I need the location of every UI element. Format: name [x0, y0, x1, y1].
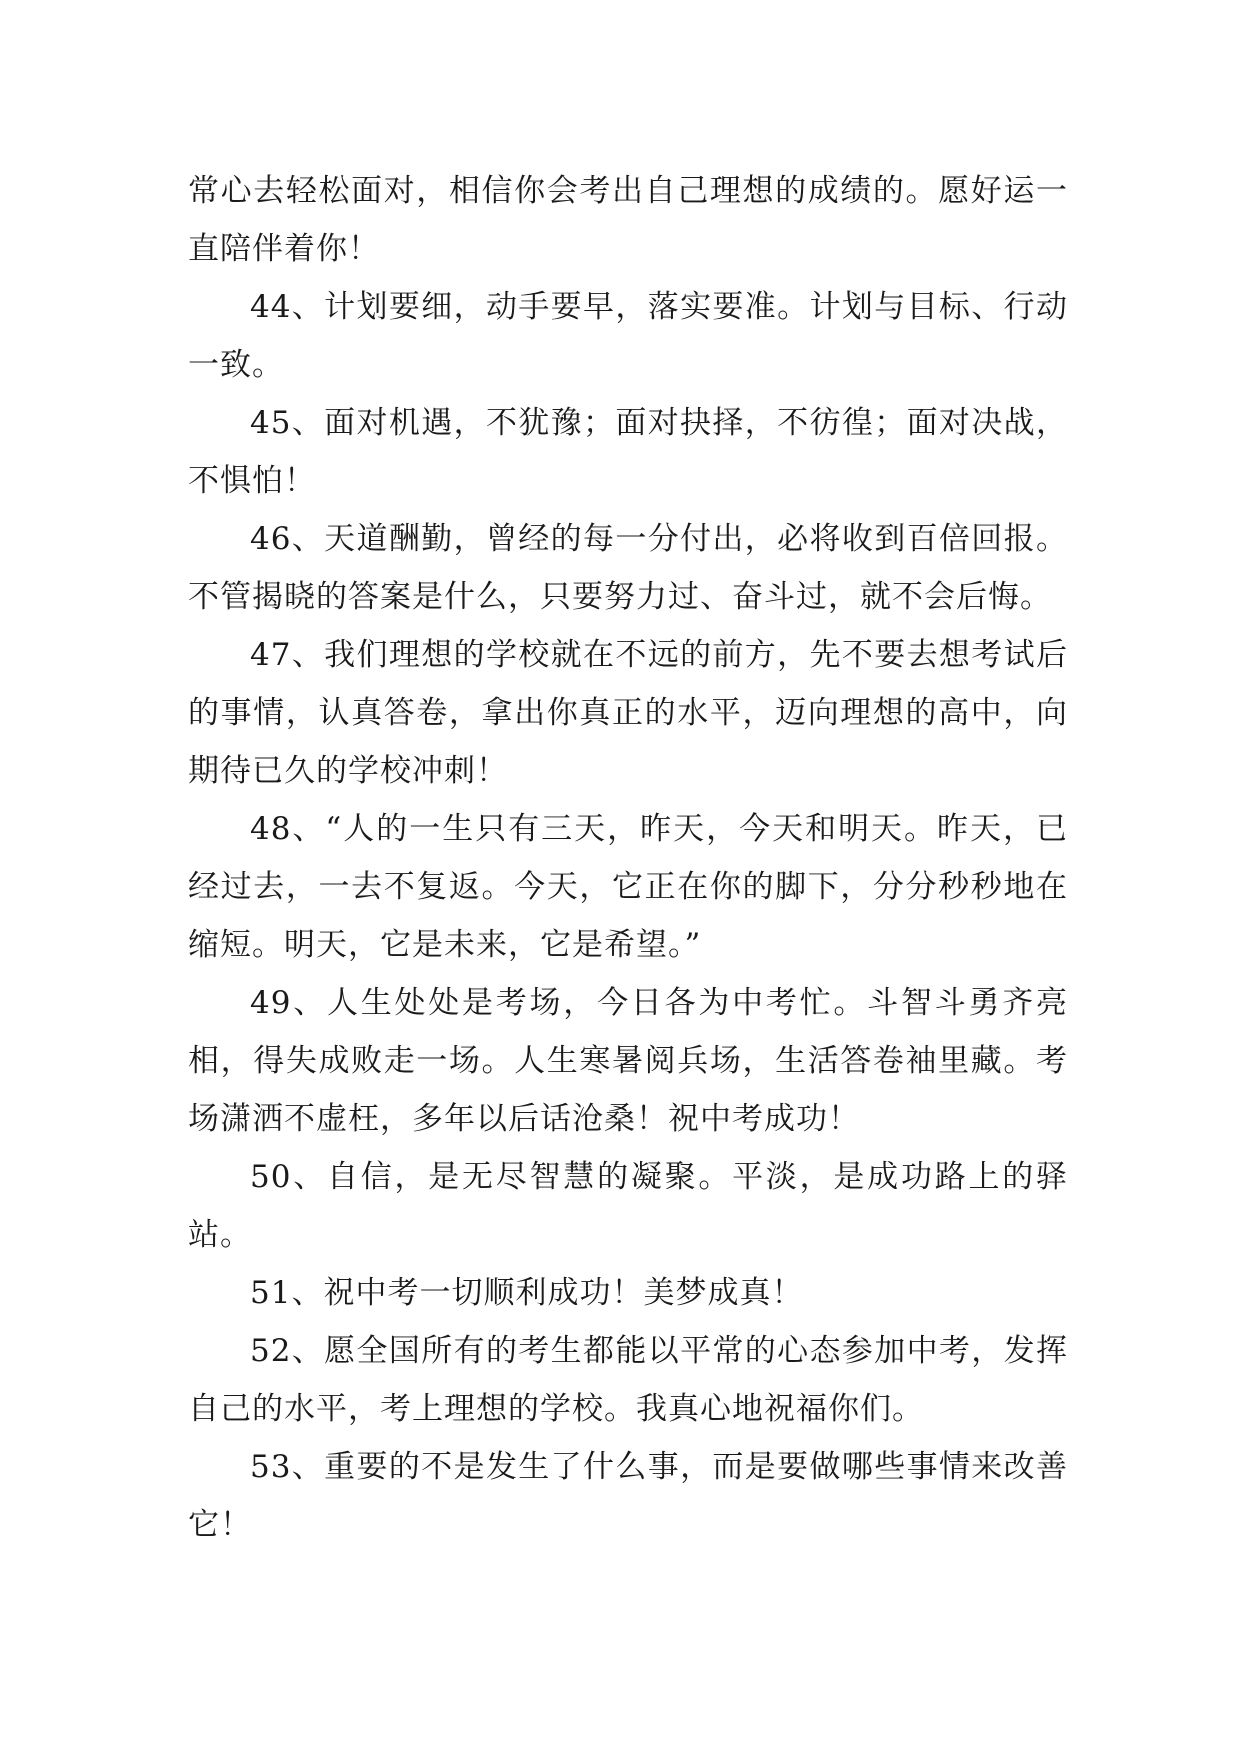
paragraph-continuation: 常心去轻松面对，相信你会考出自己理想的成绩的。愿好运一直陪伴着你！ [188, 173, 1068, 267]
paragraph-46: 46、天道酬勤，曾经的每一分付出，必将收到百倍回报。不管揭晓的答案是什么，只要努力过、奋斗过，就不会后悔。 [188, 521, 1068, 615]
paragraph-50: 50、自信，是无尽智慧的凝聚。平淡，是成功路上的驿站。 [188, 1159, 1068, 1253]
paragraph-45: 45、面对机遇，不犹豫；面对抉择，不彷徨；面对决战，不惧怕！ [188, 405, 1068, 499]
paragraph-52: 52、愿全国所有的考生都能以平常的心态参加中考，发挥自己的水平，考上理想的学校。我真心地祝福你们。 [188, 1333, 1068, 1427]
document-body [188, 162, 1068, 1554]
paragraph-44: 44、计划要细，动手要早，落实要准。计划与目标、行动一致。 [188, 289, 1068, 383]
paragraph-48: 48、“人的一生只有三天，昨天，今天和明天。昨天，已经过去，一去不复返。今天，它正在你的脚下，分分秒秒地在缩短。明天，它是未来，它是希望。” [188, 811, 1068, 963]
paragraph-53: 53、重要的不是发生了什么事，而是要做哪些事情来改善它！ [188, 1449, 1068, 1543]
paragraph-47: 47、我们理想的学校就在不远的前方，先不要去想考试后的事情，认真答卷，拿出你真正的水平，迈向理想的高中，向期待已久的学校冲刺！ [188, 637, 1068, 789]
paragraph-49: 49、人生处处是考场，今日各为中考忙。斗智斗勇齐亮相，得失成败走一场。人生寒暑阅兵场，生活答卷袖里藏。考场潇洒不虚枉，多年以后话沧桑！祝中考成功！ [188, 985, 1068, 1137]
paragraph-51: 51、祝中考一切顺利成功！美梦成真！ [250, 1275, 804, 1311]
